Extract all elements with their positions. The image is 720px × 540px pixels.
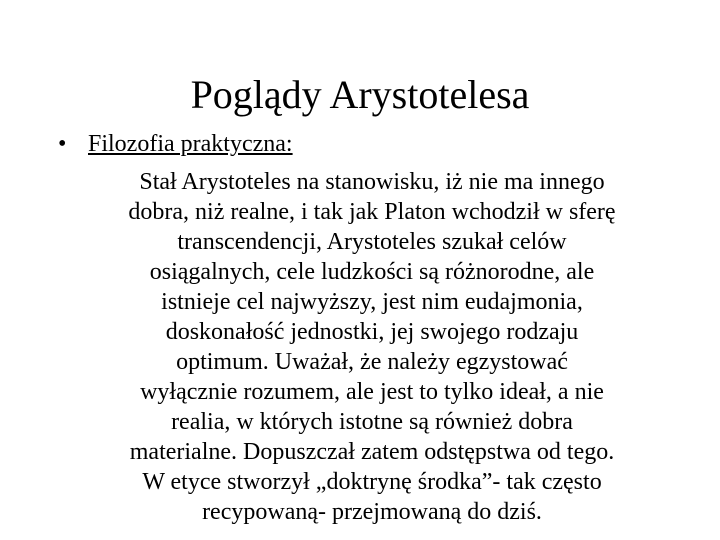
- body-line: realia, w których istotne są również dobra: [171, 409, 573, 435]
- body-line: doskonałość jednostki, jej swojego rodzaju: [165, 319, 579, 345]
- body-line: Stał Arystoteles na stanowisku, iż nie ma innego: [139, 169, 605, 195]
- body-paragraph: [72, 167, 672, 527]
- slide-title: Poglądy Arystotelesa: [190, 72, 530, 117]
- body-line: wyłącznie rozumem, ale jest to tylko ideał, a nie: [140, 379, 604, 405]
- bullet-item: [58, 130, 293, 159]
- body-line: transcendencji, Arystoteles szukał celów: [177, 229, 567, 255]
- body-line: W etyce stworzył „doktrynę środka”- tak często: [142, 469, 602, 495]
- body-line: optimum. Uważał, że należy egzystować: [176, 349, 568, 375]
- bullet-marker: •: [58, 131, 67, 157]
- body-line: istnieje cel najwyższy, jest nim eudajmonia,: [161, 289, 583, 315]
- body-line: osiągalnych, cele ludzkości są różnorodne, ale: [149, 259, 595, 285]
- body-line: recypowaną- przejmowaną do dziś.: [202, 499, 542, 525]
- bullet-heading: Filozofia praktyczna:: [88, 131, 293, 157]
- body-line: materialne. Dopuszczał zatem odstępstwa od tego.: [129, 439, 615, 465]
- body-line: dobra, niż realne, i tak jak Platon wchodził w sferę: [128, 199, 616, 225]
